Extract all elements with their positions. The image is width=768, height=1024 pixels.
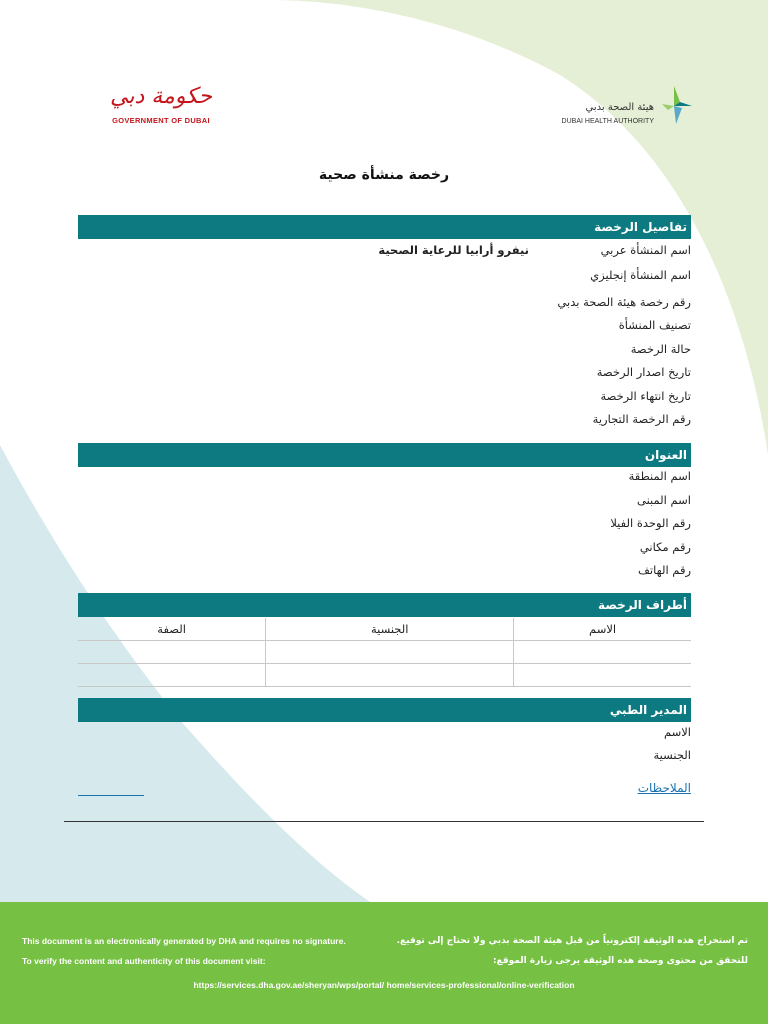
column-header-role: الصفة — [78, 618, 266, 641]
column-header-name: الاسم — [514, 618, 691, 641]
dha-logo-arabic: هيئة الصحة بدبي — [585, 102, 654, 113]
field-issue-date — [78, 365, 691, 385]
table-cell — [514, 641, 691, 664]
field-label: اسم المنشأة عربي — [600, 243, 691, 257]
field-label: اسم المنطقة — [628, 469, 691, 483]
field-facility-name-en — [78, 268, 691, 288]
field-label: رقم مكاني — [639, 540, 691, 554]
dubai-logo-arabic: حكومة دبي — [110, 84, 212, 109]
field-label: تاريخ اصدار الرخصة — [596, 365, 691, 379]
notes-underline — [78, 795, 144, 796]
document-title: رخصة منشأة صحية — [318, 167, 450, 183]
table-cell — [78, 641, 266, 664]
table-row — [78, 664, 691, 687]
field-dha-license-number — [78, 295, 691, 315]
dha-logo-english: DUBAI HEALTH AUTHORITY — [561, 118, 654, 125]
field-label: رقم رخصة هيئة الصحة بدبي — [557, 295, 691, 309]
field-director-nationality — [78, 748, 691, 768]
column-header-nationality: الجنسية — [266, 618, 514, 641]
field-label: رقم الهاتف — [638, 563, 691, 577]
field-director-name — [78, 725, 691, 745]
field-label: الجنسية — [653, 748, 691, 762]
dha-logo-icon — [656, 84, 692, 128]
table-row — [78, 641, 691, 664]
license-parties-table — [78, 618, 691, 687]
field-label: رقم الرخصة التجارية — [592, 412, 691, 426]
footer-english-line-1: This document is an electronically generated by DHA and requires no signature. — [22, 936, 346, 946]
footer-english-line-2: To verify the content and authenticity of this document visit: — [22, 956, 266, 966]
field-makani-number — [78, 540, 691, 560]
field-label: الاسم — [663, 725, 691, 739]
footer-arabic-line-1: تم استخراج هذه الوثيقة إلكترونياً من قبل هيئة الصحة بدبي ولا تحتاج إلى توقيع. — [396, 936, 748, 946]
footer — [0, 902, 768, 1024]
field-facility-name-ar — [78, 243, 691, 263]
field-area-name — [78, 469, 691, 489]
field-phone-number — [78, 563, 691, 583]
address-heading: العنوان — [78, 443, 691, 467]
license-parties-heading: أطراف الرخصة — [78, 593, 691, 617]
dubai-logo-english: GOVERNMENT OF DUBAI — [112, 116, 210, 125]
table-cell — [266, 664, 514, 687]
field-label: رقم الوحدة الفيلا — [610, 516, 691, 530]
field-label: تاريخ انتهاء الرخصة — [600, 389, 691, 403]
dha-logo — [560, 84, 692, 132]
field-trade-license-number — [78, 412, 691, 432]
field-label: تصنيف المنشأة — [618, 318, 691, 332]
table-cell — [514, 664, 691, 687]
table-header-row — [78, 618, 691, 641]
field-unit-villa-number — [78, 516, 691, 536]
field-facility-category — [78, 318, 691, 338]
medical-director-heading: المدير الطبي — [78, 698, 691, 722]
field-building-name — [78, 493, 691, 513]
footer-arabic-line-2: للتحقق من محتوى وصحة هذه الوثيقة يرجى زيارة الموقع: — [492, 956, 748, 966]
field-label: حالة الرخصة — [630, 342, 691, 356]
field-expiry-date — [78, 389, 691, 409]
verification-url[interactable]: https://services.dha.gov.ae/sheryan/wps/portal/ home/services-professional/online-verification — [193, 980, 575, 990]
field-license-status — [78, 342, 691, 362]
field-value: نيفرو أرابيا للرعاية الصحية — [378, 243, 529, 257]
field-label: اسم المبنى — [636, 493, 691, 507]
divider-line — [64, 821, 704, 822]
government-of-dubai-logo — [104, 84, 218, 132]
field-label: اسم المنشأة إنجليزي — [590, 268, 691, 282]
license-details-heading: تفاصيل الرخصة — [78, 215, 691, 239]
table-cell — [266, 641, 514, 664]
table-cell — [78, 664, 266, 687]
notes-link[interactable]: الملاحظات — [637, 781, 691, 795]
